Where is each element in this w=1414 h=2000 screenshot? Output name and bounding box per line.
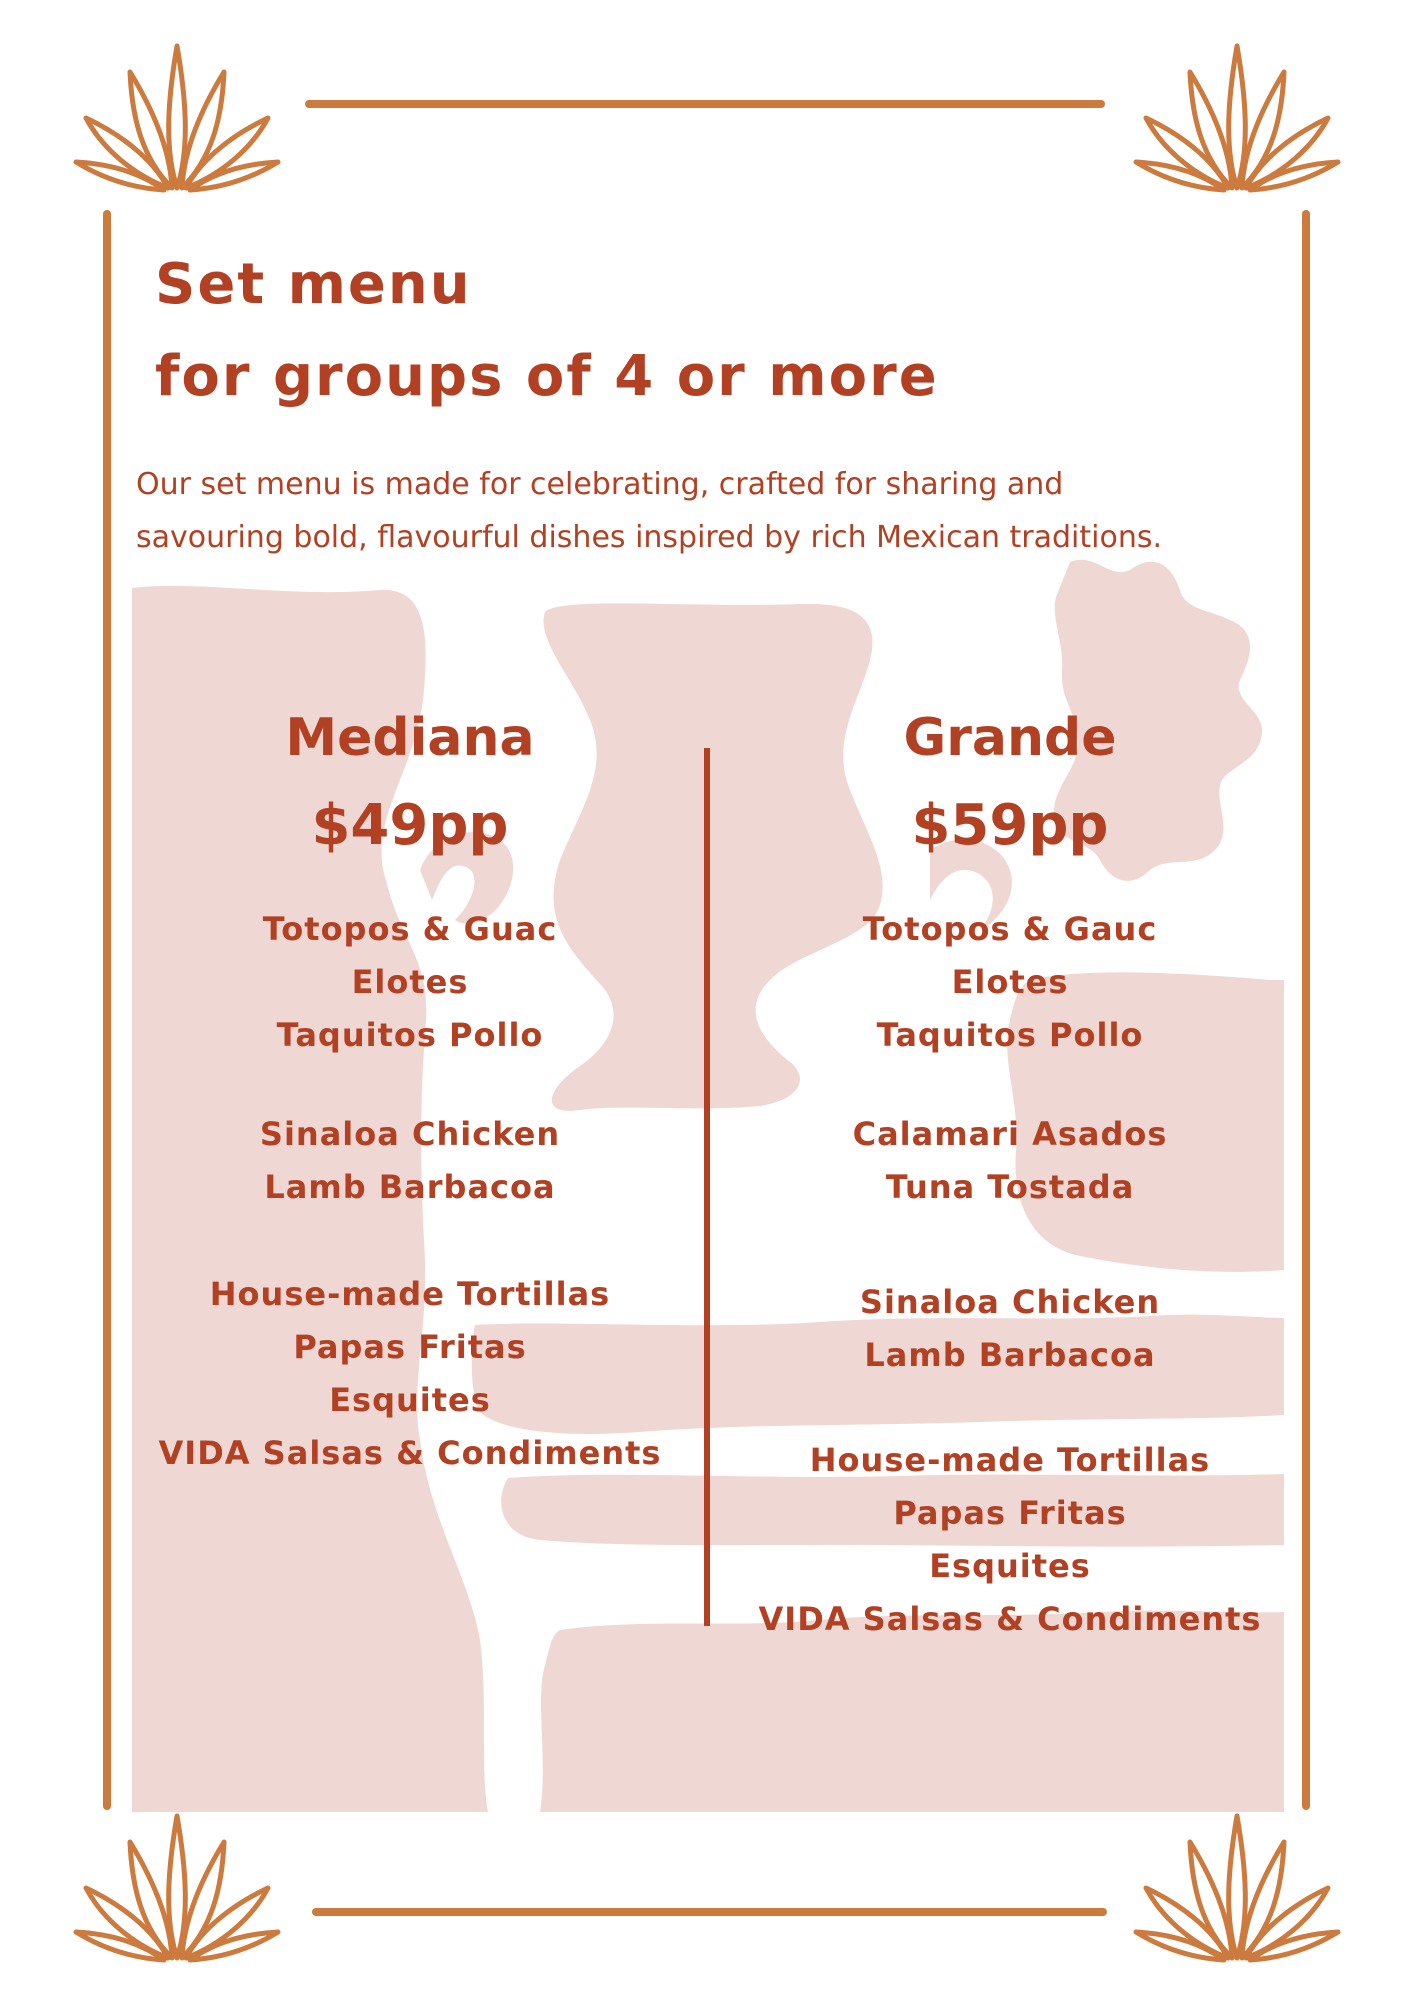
page-title-line1: Set menu <box>155 252 472 317</box>
menu-grande <box>740 708 1280 1646</box>
agave-icon <box>1132 1808 1342 1968</box>
dish-item: Sinaloa Chicken <box>259 1115 561 1153</box>
top-border-line <box>305 100 1105 108</box>
menu-price: $49pp <box>311 793 509 858</box>
dish-item: Taquitos Pollo <box>276 1016 544 1054</box>
intro-line: Our set menu is made for celebrating, crafted for sharing and <box>136 467 1064 502</box>
dish-group <box>140 1108 680 1214</box>
dish-item: VIDA Salsas & Condiments <box>158 1434 662 1472</box>
dish-item: Papas Fritas <box>893 1494 1127 1532</box>
agave-icon <box>1132 38 1342 198</box>
bottom-border-line <box>312 1908 1107 1916</box>
menu-price: $59pp <box>911 793 1109 858</box>
dish-group <box>140 903 680 1062</box>
dish-item: Esquites <box>929 1547 1091 1585</box>
dish-group <box>140 1268 680 1480</box>
dish-item: House-made Tortillas <box>209 1275 611 1313</box>
intro-text <box>136 458 1296 564</box>
dish-item: Sinaloa Chicken <box>859 1283 1161 1321</box>
dish-item: Papas Fritas <box>293 1328 527 1366</box>
dish-group <box>740 1276 1280 1382</box>
dish-item: Totopos & Gauc <box>862 910 1158 948</box>
dish-item: Calamari Asados <box>852 1115 1168 1153</box>
dish-item: Lamb Barbacoa <box>864 1336 1156 1374</box>
dish-item: Esquites <box>329 1381 491 1419</box>
dish-group <box>740 903 1280 1062</box>
dish-item: House-made Tortillas <box>809 1441 1211 1479</box>
dish-item: Totopos & Guac <box>262 910 558 948</box>
menu-name: Mediana <box>285 708 535 768</box>
dish-item: VIDA Salsas & Condiments <box>758 1600 1262 1638</box>
column-divider <box>704 748 710 1626</box>
agave-icon <box>72 1808 282 1968</box>
dish-item: Taquitos Pollo <box>876 1016 1144 1054</box>
right-border-line <box>1302 210 1310 1810</box>
dish-group <box>740 1108 1280 1214</box>
dish-item: Elotes <box>351 963 469 1001</box>
menu-name: Grande <box>903 708 1117 768</box>
page-title-line2: for groups of 4 or more <box>155 344 939 409</box>
menu-mediana <box>140 708 680 1480</box>
intro-line: savouring bold, flavourful dishes inspired by rich Mexican traditions. <box>136 520 1163 555</box>
left-border-line <box>103 210 111 1810</box>
dish-item: Lamb Barbacoa <box>264 1168 556 1206</box>
dish-item: Tuna Tostada <box>885 1168 1135 1206</box>
dish-item: Elotes <box>951 963 1069 1001</box>
dish-group <box>740 1434 1280 1646</box>
agave-icon <box>72 38 282 198</box>
